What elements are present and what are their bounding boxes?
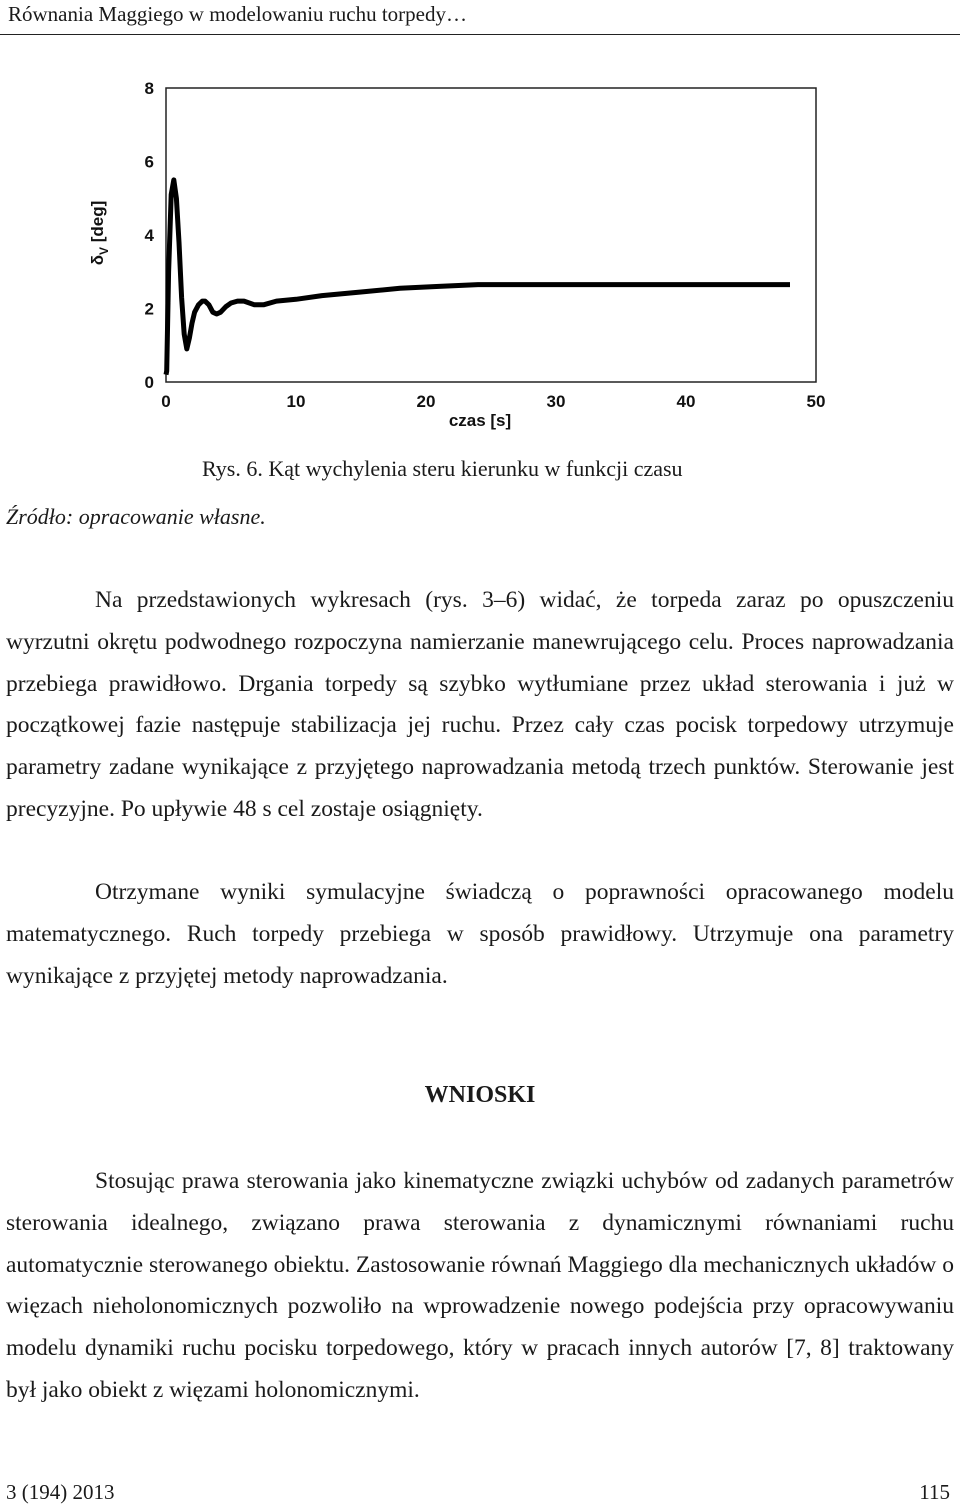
conclusions-paragraph: Stosując prawa sterowania jako kinematyczne związki uchybów od zadanych parametrów sterowania idealnego, związano prawa sterowania z dynamicznymi równaniami ruchu automatycznie sterowanego obiektu. Zastosowanie równań Maggiego dla mechanicznych układów o więzach nieholonomicznych pozwoliło na wprowadzenie nowego podejścia przy opracowywaniu modelu dynamiki ruchu pocisku torpedowego, który w pracach innych autorów [7, 8] traktowany był jako obiekt z więzami holonomicznymi.: [6, 1168, 954, 1403]
header-rule: [0, 34, 960, 35]
body-paragraph: Otrzymane wyniki symulacyjne świadczą o poprawności opracowanego modelu matematycznego. Ruch torpedy przebiega w sposób prawidłowy. Utrzymuje ona parametry wynikające z przyjętej metody naprowadzania.: [6, 879, 954, 989]
figure-caption: Rys. 6. Kąt wychylenia steru kierunku w funkcji czasu: [202, 456, 683, 481]
body-paragraph: Na przedstawionych wykresach (rys. 3–6) widać, że torpeda zaraz po opuszczeniu wyrzutni okrętu podwodnego rozpoczyna namierzanie manewrującego celu. Proces naprowadzania przebiega prawidłowo. Drgania torpedy są szybko wytłumiane przez układ sterowania i już w początkowej fazie następuje stabilizacja jej ruchu. Przez cały czas pocisk torpedowy utrzymuje parametry zadane wynikające z przyjętego naprowadzania metodą trzech punktów. Sterowanie jest precyzyjne. Po upływie 48 s cel zostaje osiągnięty.: [6, 587, 954, 822]
x-tick-label: 10: [286, 392, 306, 411]
section-heading: WNIOSKI: [424, 1082, 536, 1108]
y-tick-labels: [145, 79, 155, 392]
line-chart: [70, 68, 850, 448]
x-tick-labels: [161, 392, 825, 411]
page-number: 115: [919, 1480, 950, 1504]
figure-chart: [70, 68, 850, 448]
x-tick-label: 20: [416, 392, 436, 411]
plot-frame: [166, 88, 816, 382]
y-tick-label: 8: [144, 79, 154, 98]
figure-source: Źródło: opracowanie własne.: [6, 504, 266, 529]
running-head: Równania Maggiego w modelowaniu ruchu torpedy…: [8, 2, 467, 26]
y-tick-label: 0: [144, 373, 154, 392]
x-tick-label: 0: [161, 392, 171, 411]
x-axis-label: czas [s]: [448, 411, 512, 430]
y-axis-label: $\delta_V$ [deg]: [88, 200, 111, 266]
y-tick-label: 6: [144, 152, 154, 172]
series-line: [166, 180, 790, 375]
x-tick-label: 30: [546, 392, 566, 411]
x-tick-label: 50: [806, 392, 826, 411]
x-tick-label: 40: [676, 392, 696, 411]
y-tick-label: 2: [144, 299, 154, 319]
y-tick-label: 4: [144, 226, 154, 245]
footer-issue: 3 (194) 2013: [6, 1480, 115, 1504]
